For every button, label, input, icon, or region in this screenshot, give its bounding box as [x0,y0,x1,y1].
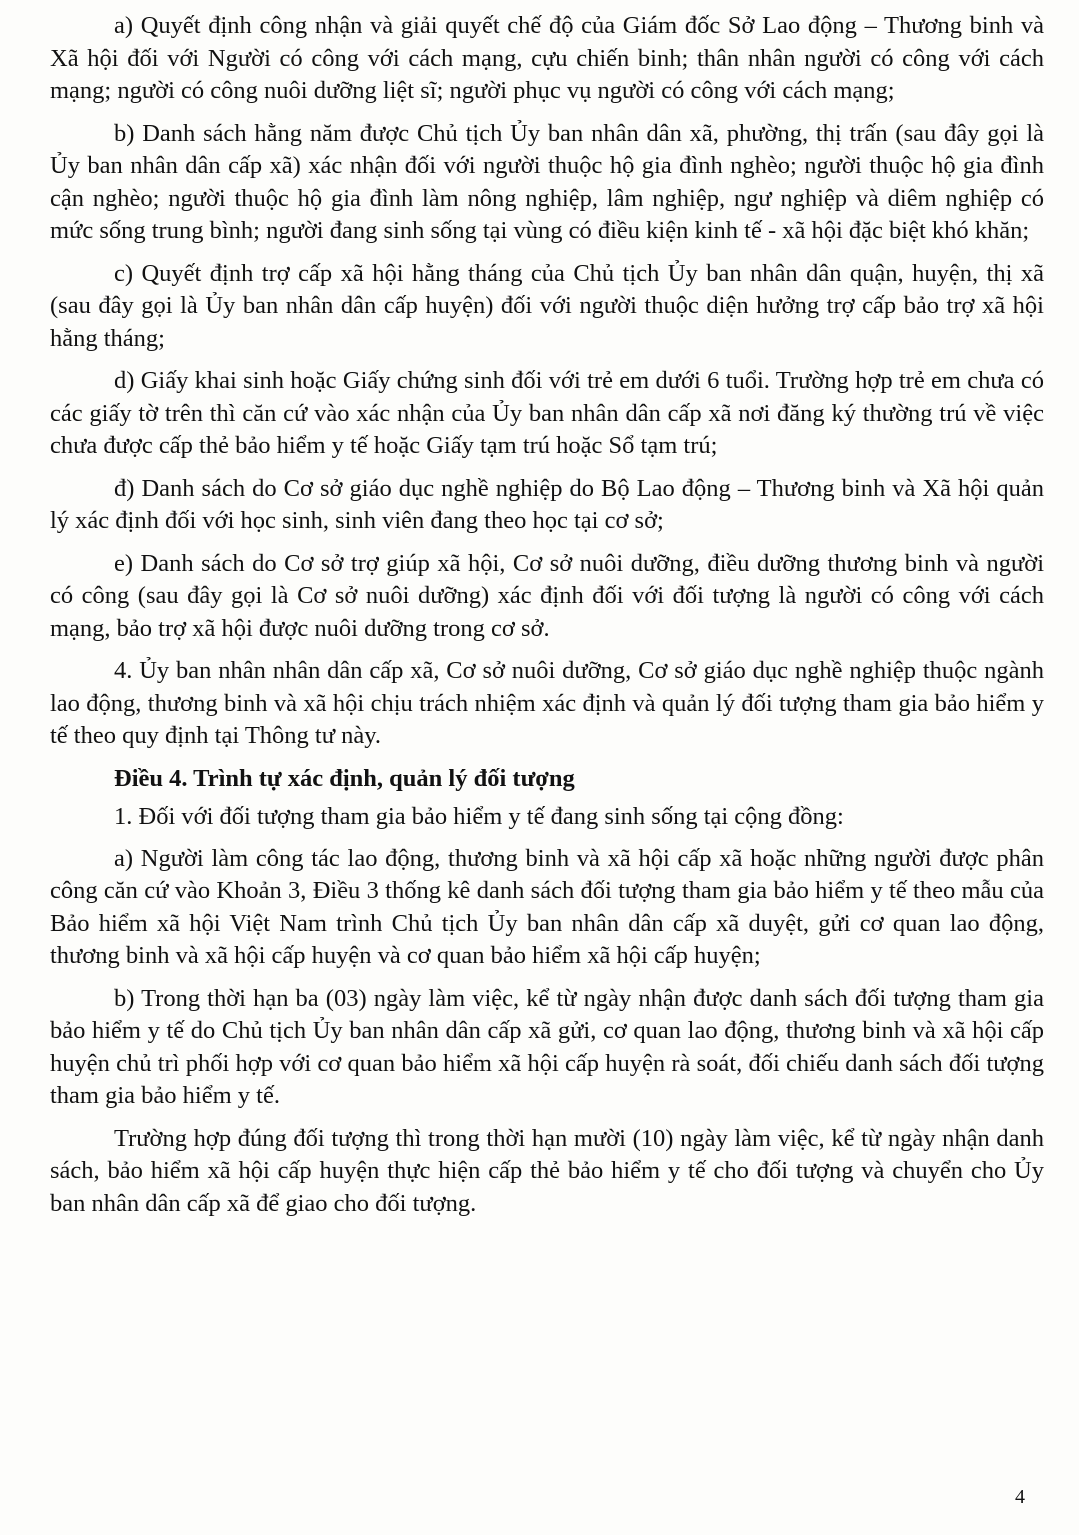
paragraph-4: 4. Ủy ban nhân nhân dân cấp xã, Cơ sở nuôi dưỡng, Cơ sở giáo dục nghề nghiệp thuộc ngành lao động, thương binh và xã hội chịu trách nhiệm xác định và quản lý đối tượng tham gia bảo hiểm y tế theo quy định tại Thông tư này. [50,657,1044,749]
paragraph-article4-1b: b) Trong thời hạn ba (03) ngày làm việc, kể từ ngày nhận được danh sách đối tượng tham gia bảo hiểm y tế do Chủ tịch Ủy ban nhân dân cấp xã gửi, cơ quan lao động, thương binh và xã hội cấp huyện chủ trì phối hợp với cơ quan bảo hiểm xã hội cấp huyện rà soát, đối chiếu danh sách đối tượng tham gia bảo hiểm y tế. [50,984,1044,1109]
paragraph-3d: d) Giấy khai sinh hoặc Giấy chứng sinh đối với trẻ em dưới 6 tuổi. Trường hợp trẻ em chưa có các giấy tờ trên thì căn cứ vào xác nhận của Ủy ban nhân dân cấp xã nơi đăng ký thường trú về việc chưa được cấp thẻ bảo hiểm y tế hoặc Giấy tạm trú hoặc Sổ tạm trú; [50,367,1044,459]
paragraph-3b: b) Danh sách hằng năm được Chủ tịch Ủy ban nhân dân xã, phường, thị trấn (sau đây gọi là Ủy ban nhân dân cấp xã) xác nhận đối với người thuộc hộ gia đình nghèo; người thuộc hộ gia đình cận nghèo; người thuộc hộ gia đình làm nông nghiệp, lâm nghiệp, ngư nghiệp và diêm nghiệp có mức sống trung bình; người đang sinh sống tại vùng có điều kiện kinh tế - xã hội đặc biệt khó khăn; [50,119,1044,244]
paragraph-article4-1b-cont: Trường hợp đúng đối tượng thì trong thời hạn mười (10) ngày làm việc, kể từ ngày nhận danh sách, bảo hiểm xã hội cấp huyện thực hiện cấp thẻ bảo hiểm y tế cho đối tượng và chuyển cho Ủy ban nhân dân cấp xã để giao cho đối tượng. [50,1124,1044,1217]
paragraph-article4-1: 1. Đối với đối tượng tham gia bảo hiểm y tế đang sinh sống tại cộng đồng: [114,803,844,830]
paragraph-article4-1a: a) Người làm công tác lao động, thương binh và xã hội cấp xã hoặc những người được phân công căn cứ vào Khoản 3, Điều 3 thống kê danh sách đối tượng tham gia bảo hiểm y tế theo mẫu của Bảo hiểm xã hội Việt Nam trình Chủ tịch Ủy ban nhân dân cấp xã duyệt, gửi cơ quan lao động, thương binh và xã hội cấp huyện và cơ quan bảo hiểm xã hội cấp huyện; [50,844,1044,969]
paragraph-3e: e) Danh sách do Cơ sở trợ giúp xã hội, Cơ sở nuôi dưỡng, điều dưỡng thương binh và người có công (sau đây gọi là Cơ sở nuôi dưỡng) xác định đối với đối tượng là người có công với cách mạng, bảo trợ xã hội được nuôi dưỡng trong cơ sở. [50,549,1044,642]
article-4-heading: Điều 4. Trình tự xác định, quản lý đối tượng [114,764,575,792]
paragraph-3a: a) Quyết định công nhận và giải quyết chế độ của Giám đốc Sở Lao động – Thương binh và Xã hội đối với Người có công với cách mạng, cựu chiến binh; thân nhân người có công với cách mạng; người có công nuôi dưỡng liệt sĩ; người phục vụ người có công với cách mạng; [50,12,1044,104]
page-number: 4 [1015,1486,1025,1508]
document-page [50,10,1044,1230]
paragraph-3dd: đ) Danh sách do Cơ sở giáo dục nghề nghiệp do Bộ Lao động – Thương binh và Xã hội quản lý xác định đối với học sinh, sinh viên đang theo học tại cơ sở; [50,474,1044,534]
paragraph-3c: c) Quyết định trợ cấp xã hội hằng tháng của Chủ tịch Ủy ban nhân dân quận, huyện, thị xã (sau đây gọi là Ủy ban nhân dân cấp huyện) đối với người thuộc diện hưởng trợ cấp bảo trợ xã hội hằng tháng; [50,259,1044,352]
